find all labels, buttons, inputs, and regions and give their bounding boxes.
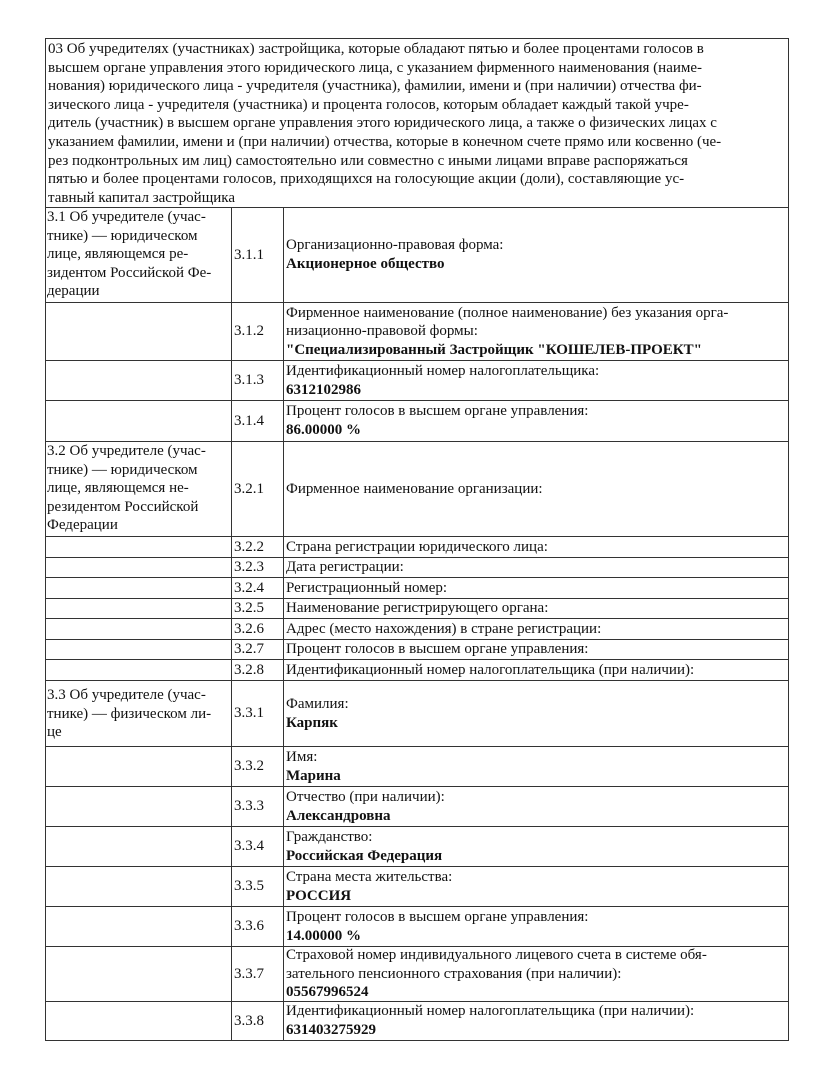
title-line: 3.3 Об учредителе (учас- xyxy=(47,687,206,703)
row-number: 3.2.3 xyxy=(234,559,264,576)
field-label: Процент голосов в высшем органе управления: xyxy=(286,908,589,925)
header-line: пятью и более процентами голосов, приходящихся на голосующие акции (доли), составляющие ус- xyxy=(48,171,685,188)
field-3-3-5 xyxy=(284,867,787,906)
field-value: 14.00000 % xyxy=(286,927,361,944)
field-label: Страховой номер индивидуального лицевого счета в системе обя- xyxy=(286,947,707,964)
header-line: нования) юридического лица - учредителя (участника), фамилии, имени и (при наличии) отчества фи- xyxy=(48,78,702,95)
field-value: 86.00000 % xyxy=(286,422,361,438)
header-line: рез подконтрольных им лиц) самостоятельно или совместно с иными лицами вправе распоряжаться xyxy=(48,152,688,169)
header-line: тавный капитал застройщика xyxy=(48,189,236,206)
row-number: 3.3.2 xyxy=(234,758,264,775)
field-label: Страна места жительства: xyxy=(286,868,453,885)
row-number: 3.2.4 xyxy=(234,579,264,596)
field-3-3-4 xyxy=(284,827,787,866)
field-value: Марина xyxy=(286,767,341,784)
title-line: тнике) — юридическом xyxy=(47,227,198,244)
field-label: низационно-правовой формы: xyxy=(286,323,478,340)
row-number: 3.3.1 xyxy=(234,705,264,722)
field-value: "Специализированный Застройщик "КОШЕЛЕВ-ПРОЕКТ" xyxy=(286,341,702,358)
field-3-2-2: Страна регистрации юридического лица: xyxy=(286,538,548,555)
field-label: Идентификационный номер налогоплательщика (при наличии): xyxy=(286,1003,695,1020)
title-line: зидентом Российской Фе- xyxy=(47,264,212,281)
row-number: 3.2.8 xyxy=(234,661,264,678)
field-3-2-4: Регистрационный номер: xyxy=(286,579,448,596)
header-line: 03 Об учредителях (участниках) застройщика, которые обладают пятью и более процентами голосов в xyxy=(48,41,704,57)
field-3-3-6 xyxy=(284,907,787,946)
section-title-3-2 xyxy=(47,442,231,536)
field-3-3-1 xyxy=(284,681,787,746)
field-3-1-4 xyxy=(284,401,787,441)
field-label: Фамилия: xyxy=(286,695,349,712)
title-line: тнике) — юридическом xyxy=(47,461,198,478)
title-line: лице, являющемся ре- xyxy=(47,246,189,263)
row-number: 3.1.4 xyxy=(234,412,264,429)
row-number: 3.2.5 xyxy=(234,600,264,617)
field-value: 6312102986 xyxy=(286,381,361,398)
header-line: зического лица - учредителя (участника) и процента голосов, которым обладает каждый такой учре- xyxy=(48,96,689,113)
row-number: 3.2.1 xyxy=(234,480,264,497)
field-3-2-8: Идентификационный номер налогоплательщика (при наличии): xyxy=(286,661,695,678)
header-line: указанием фамилии, имени и (при наличии) отчества, которые в конечном счете прямо или косвенно (че- xyxy=(48,133,722,150)
field-3-2-6: Адрес (место нахождения) в стране регистрации: xyxy=(286,620,602,637)
row-number: 3.3.3 xyxy=(234,798,264,815)
title-line: резидентом Российской xyxy=(47,498,199,515)
field-3-3-8 xyxy=(284,1002,787,1040)
title-line: тнике) — физическом ли- xyxy=(47,705,212,722)
field-value: Акционерное общество xyxy=(286,256,445,272)
row-number: 3.2.2 xyxy=(234,538,264,555)
title-line: 3.2 Об учредителе (учас- xyxy=(47,443,206,459)
section-title-3-1 xyxy=(47,208,231,302)
section-header xyxy=(48,40,786,207)
field-label: Отчество (при наличии): xyxy=(286,788,445,805)
field-3-1-3 xyxy=(284,361,787,400)
field-label: Процент голосов в высшем органе управления: xyxy=(286,403,589,420)
field-label: Фирменное наименование (полное наименование) без указания орга- xyxy=(286,304,729,321)
field-3-3-3 xyxy=(284,787,787,826)
row-number: 3.3.7 xyxy=(234,965,264,982)
field-label: Идентификационный номер налогоплательщика: xyxy=(286,362,600,379)
field-3-2-5: Наименование регистрирующего органа: xyxy=(286,600,549,617)
row-number: 3.2.7 xyxy=(234,641,264,658)
field-value: 05567996524 xyxy=(286,984,369,1001)
field-value: 631403275929 xyxy=(286,1022,376,1038)
field-value: Карпяк xyxy=(286,714,338,731)
row-number: 3.1.2 xyxy=(234,323,264,340)
row-number: 3.3.4 xyxy=(234,838,264,855)
field-3-1-1 xyxy=(284,208,787,302)
field-label: Организационно-правовая форма: xyxy=(286,237,504,254)
title-line: Федерации xyxy=(47,517,118,534)
row-number: 3.1.3 xyxy=(234,372,264,389)
row-number: 3.3.8 xyxy=(234,1012,264,1029)
row-number: 3.2.6 xyxy=(234,620,264,637)
field-label: зательного пенсионного страхования (при наличии): xyxy=(286,965,622,982)
field-3-3-2 xyxy=(284,747,787,786)
field-3-3-7 xyxy=(284,947,787,1001)
title-line: дерации xyxy=(47,283,100,300)
field-3-2-1: Фирменное наименование организации: xyxy=(286,480,543,497)
field-label: Гражданство: xyxy=(286,828,373,845)
header-line: высшем органе управления этого юридического лица, с указанием фирменного наименования (наиме- xyxy=(48,59,703,76)
section-title-3-3 xyxy=(47,681,231,746)
field-3-2-3: Дата регистрации: xyxy=(286,559,404,576)
title-line: 3.1 Об учредителе (учас- xyxy=(47,209,206,225)
field-value: Российская Федерация xyxy=(286,847,443,864)
row-number: 3.3.5 xyxy=(234,878,264,895)
title-line: лице, являющемся не- xyxy=(47,480,189,497)
founders-table xyxy=(45,38,789,1041)
field-value: Александровна xyxy=(286,807,391,824)
row-number: 3.3.6 xyxy=(234,918,264,935)
field-3-1-2 xyxy=(284,303,787,360)
field-label: Имя: xyxy=(286,748,318,765)
field-value: РОССИЯ xyxy=(286,887,352,904)
title-line: це xyxy=(47,724,62,741)
field-3-2-7: Процент голосов в высшем органе управления: xyxy=(286,641,589,658)
row-number: 3.1.1 xyxy=(234,246,264,263)
header-line: дитель (участник) в высшем органе управления этого юридического лица, а также о физических лицах с xyxy=(48,115,717,132)
